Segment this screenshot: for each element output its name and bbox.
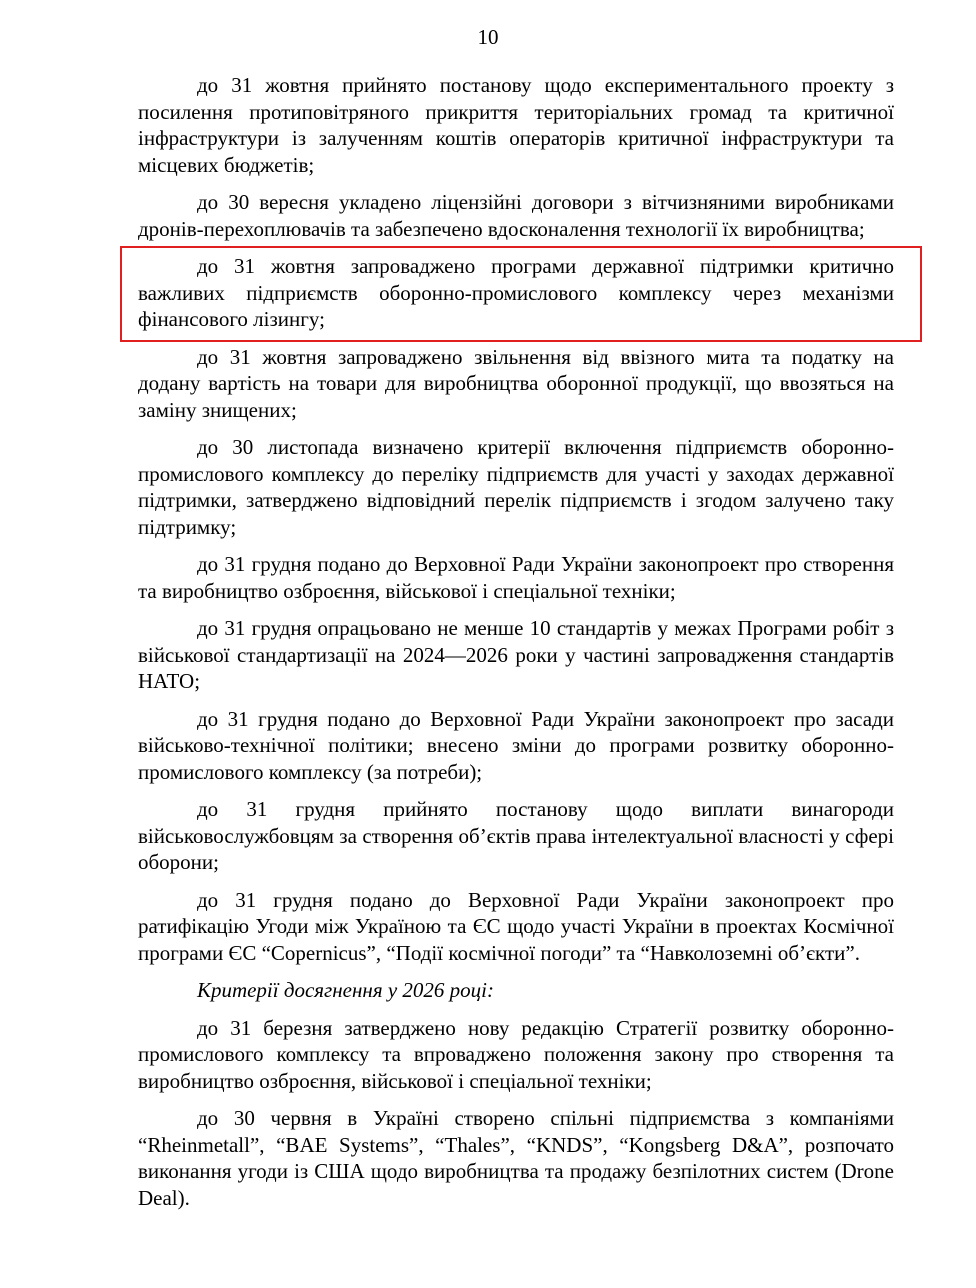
section-heading-2026-criteria: Критерії досягнення у 2026 році: [197, 978, 494, 1002]
paragraph-joint-ventures: до 30 червня в Україні створено спільні підприємства з компаніями “Rheinmetall”, “BAE Systems”, “Thales”, “KNDS”, “Kongsberg D&A”, розпочато виконання угоди із США щодо виробництва та продажу безпілотних систем (Drone Deal). [138, 1106, 894, 1210]
paragraph-financial-leasing-highlighted: до 31 жовтня запроваджено програми державної підтримки критично важливих підприємств оборонно-промислового комплексу через механізми фінансового лізингу; [138, 254, 894, 331]
paragraph-nato-standards: до 31 грудня опрацьовано не менше 10 стандартів у межах Програми робіт з військової стандартизації на 2024—2026 роки у частині запровадження стандартів НАТО; [138, 616, 894, 693]
paragraph-interceptor-drones: до 30 вересня укладено ліцензійні договори з вітчизняними виробниками дронів-перехоплювачів та забезпечено вдосконалення технології їх виробництва; [138, 190, 894, 241]
paragraph-military-technical-policy: до 31 грудня подано до Верховної Ради України законопроект про засади військово-технічної політики; внесено зміни до програми розвитку оборонно-промислового комплексу (за потреби); [138, 706, 894, 784]
paragraph-intellectual-property-reward: до 31 грудня прийнято постанову щодо виплати винагороди військовослужбовцям за створення об’єктів права інтелектуальної власності у сфері оборони; [138, 797, 894, 874]
document-body [138, 72, 894, 1222]
paragraph-import-duty-exemption: до 31 жовтня запроваджено звільнення від ввізного мита та податку на додану вартість на товари для виробництва оборонної продукції, що ввозяться на заміну знищених; [138, 344, 894, 422]
paragraph-air-defense: до 31 жовтня прийнято постанову щодо експериментального проекту з посилення протиповітряного прикриття територіальних громад та критичної інфраструктури із залученням коштів операторів критичної інфраструктури та місцевих бюджетів; [138, 73, 894, 177]
paragraph-weapons-production-bill: до 31 грудня подано до Верховної Ради України законопроект про створення та виробництво озброєння, військової і спеціальної техніки; [138, 552, 894, 603]
paragraph-state-support-criteria: до 30 листопада визначено критерії включення підприємств оборонно-промислового комплексу до переліку підприємств для участі у заходах державної підтримки, затверджено відповідний перелік підприємств і згодом залучено таку підтримку; [138, 435, 894, 539]
paragraph-defense-strategy-2026: до 31 березня затверджено нову редакцію Стратегії розвитку оборонно-промислового комплексу та впроваджено положення закону про створення та виробництво озброєння, військової і спеціальної техніки; [138, 1015, 894, 1093]
page-number: 10 [477, 25, 499, 49]
paragraph-eu-space-program: до 31 грудня подано до Верховної Ради України законопроект про ратифікацію Угоди між Україною та ЄС щодо участі України в проектах Космічної програми ЄС “Copernicus”, “Події космічної погоди” та “Навколоземні об’єкти”. [138, 887, 894, 965]
